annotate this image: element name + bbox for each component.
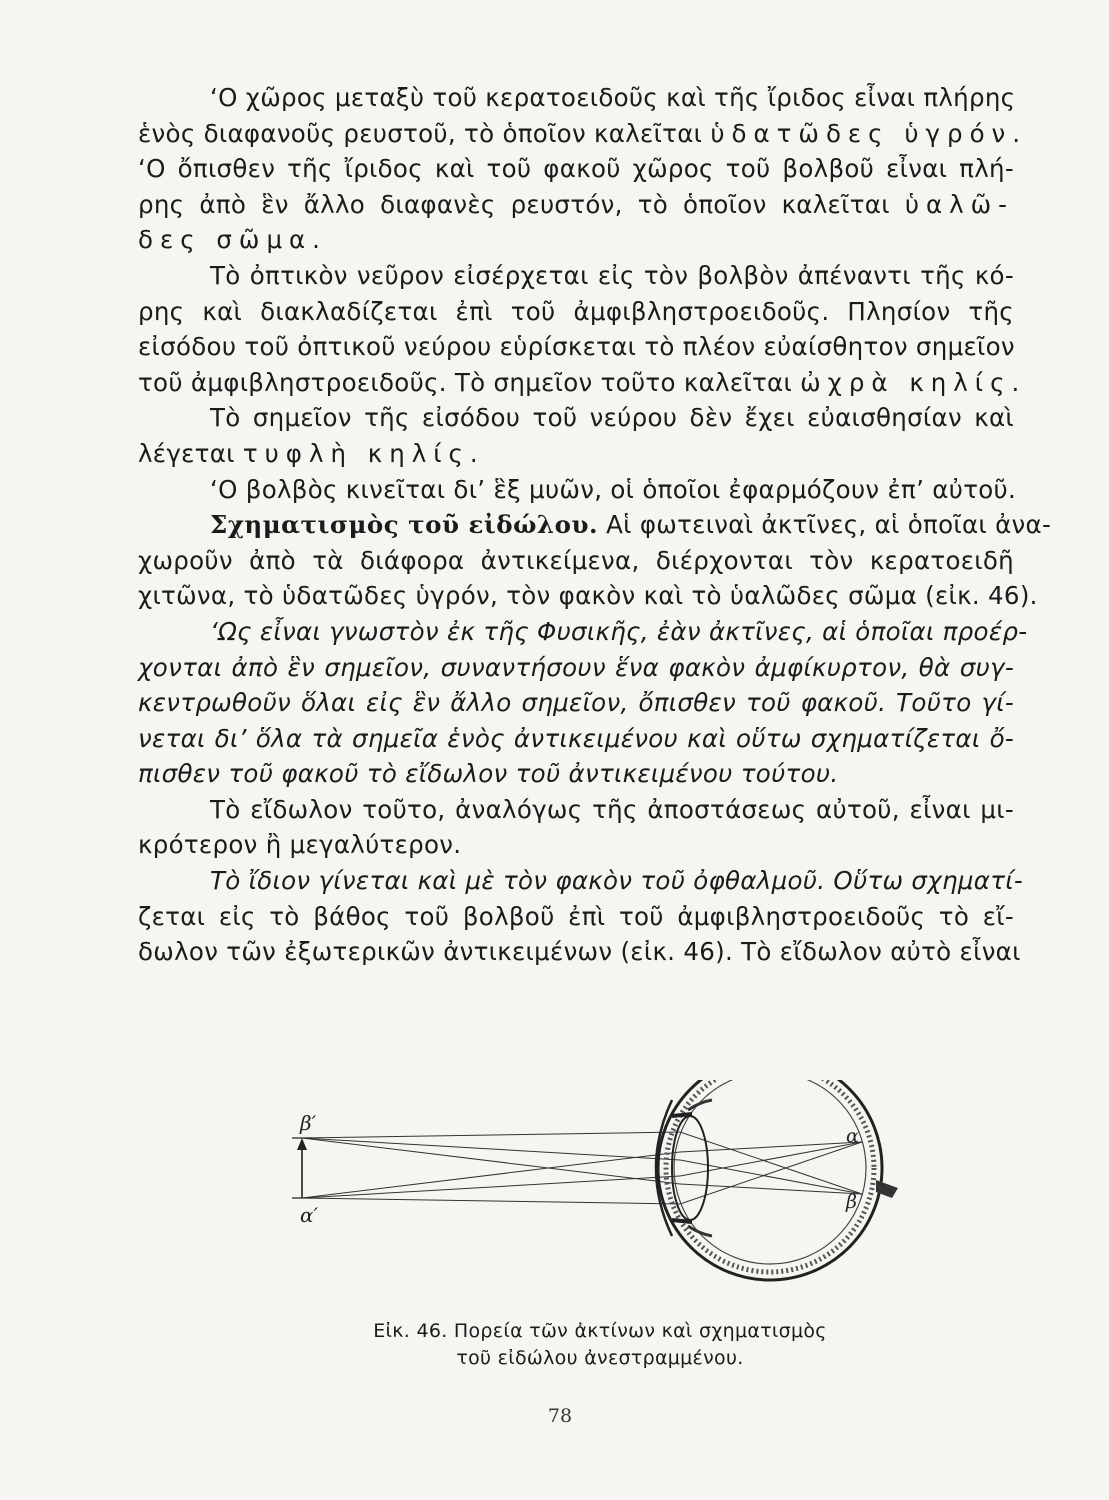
text-line: ‘Ως εἶναι γνωστὸν ἐκ τῆς Φυσικῆς, ἐὰν ἀκτῖνες, αἱ ὁποῖαι προέρ- — [210, 616, 1028, 646]
page-number: 78 — [547, 1405, 573, 1427]
term-macula: ὠχρὰ κηλίς. — [800, 367, 1027, 397]
text-line: χιτῶνα, τὸ ὑδατῶδες ὑγρόν, τὸν φακὸν καὶ τὸ ὑαλῶδες σῶμα (εἰκ. 46). — [138, 581, 1038, 611]
text-line: εἰσόδου τοῦ ὀπτικοῦ νεύρου εὑρίσκεται τὸ πλέον εὐαίσθητον σημεῖον — [138, 332, 1015, 362]
text-line: Τὸ ἴδιον γίνεται καὶ μὲ τὸν φακὸν τοῦ ὀφθαλμοῦ. Οὕτω σχηματί- — [210, 866, 1023, 896]
term-vitreous-body-end: δες σῶμα. — [138, 225, 327, 255]
term-aqueous-humor: ὑδατῶδες ὑγρόν. — [710, 118, 1028, 148]
text-line: Τὸ ὀπτικὸν νεῦρον εἰσέρχεται εἰς τὸν βολβὸν ἀπέναντι τῆς κό- — [210, 260, 1014, 290]
label-alpha: α — [846, 1125, 859, 1147]
ray — [302, 1176, 680, 1198]
text-line: χονται ἀπὸ ἓν σημεῖον, συναντήσουν ἕνα φακὸν ἀμφίκυρτον, θὰ συγ- — [138, 652, 1014, 682]
text-line — [138, 222, 1014, 258]
choroid-layer — [666, 1080, 874, 1272]
text-line: Τὸ σημεῖον τῆς εἰσόδου τοῦ νεύρου δὲν ἔχει εὐαισθησίαν καὶ — [210, 403, 1014, 433]
caption-line: Εἰκ. 46. Πορεία τῶν ἀκτίνων καὶ σχηματισμὸς — [373, 1320, 827, 1342]
term-blind-spot: τυφλὴ κηλίς. — [242, 438, 485, 468]
eyeball — [656, 1080, 898, 1280]
label-beta: β — [846, 1191, 857, 1213]
text-line: ρης ἀπὸ ἓν ἄλλο διαφανὲς ρευστόν, τὸ ὁποῖον καλεῖται ὑαλῶ- — [138, 189, 1015, 219]
text-line: ‘Ο χῶρος μεταξὺ τοῦ κερατοειδοῦς καὶ τῆς ἴριδος εἶναι πλήρης — [210, 83, 1016, 112]
text-line: ‘Ο βολβὸς κινεῖται δι’ ἓξ μυῶν, οἱ ὁποῖοι ἐφαρμόζουν ἐπ’ αὐτοῦ. — [210, 474, 1017, 504]
ray — [302, 1138, 680, 1160]
text-line: λέγεται τυφλὴ κηλίς. — [138, 438, 485, 468]
text-line: τοῦ ἀμφιβληστροειδοῦς. Τὸ σημεῖον τοῦτο καλεῖται ὠχρὰ κηλίς. — [138, 367, 1027, 397]
text-line: ἑνὸς διαφανοῦς ρευστοῦ, τὸ ὁποῖον καλεῖται ὑδατῶδες ὑγρόν. — [138, 118, 1028, 148]
text-line: κεντρωθοῦν ὅλαι εἰς ἓν ἄλλο σημεῖον, ὄπισθεν τοῦ φακοῦ. Τοῦτο γί- — [138, 688, 1014, 718]
text-line: πισθεν τοῦ φακοῦ τὸ εἴδωλον τοῦ ἀντικειμένου τούτου. — [138, 759, 839, 789]
text-line: νεται δι’ ὅλα τὰ σημεῖα ἑνὸς ἀντικειμένου καὶ οὕτω σχηματίζεται ὄ- — [138, 723, 1014, 753]
ray — [302, 1198, 680, 1204]
object-arrowhead — [297, 1138, 307, 1150]
sclera-outline — [658, 1080, 882, 1280]
ray — [302, 1132, 680, 1138]
term-vitreous-body-part: ὑαλῶ- — [904, 189, 1015, 219]
text-line: χωροῦν ἀπὸ τὰ διάφορα ἀντικείμενα, διέρχονται τὸν κερατοειδῆ — [138, 545, 1014, 575]
figure-caption — [300, 1318, 900, 1372]
ray — [302, 1138, 680, 1184]
lens — [672, 1116, 708, 1220]
ray — [302, 1152, 680, 1198]
body-text — [138, 80, 1052, 970]
eye-ray-diagram — [280, 1080, 920, 1350]
text-line: Τὸ εἴδωλον τοῦτο, ἀναλόγως τῆς ἀποστάσεως αὐτοῦ, εἶναι μι- — [210, 794, 1014, 824]
caption-line: τοῦ εἰδώλου ἀνεστραμμένου. — [456, 1347, 744, 1369]
section-heading: Σχηματισμὸς τοῦ εἰδώλου. — [210, 510, 598, 540]
text-line: δωλον τῶν ἐξωτερικῶν ἀντικειμένων (εἰκ. 46). Τὸ εἴδωλον αὐτὸ εἶναι — [138, 937, 1021, 967]
light-rays — [302, 1132, 862, 1204]
text-line: ‘Ο ὄπισθεν τῆς ἴριδος καὶ τοῦ φακοῦ χῶρος τοῦ βολβοῦ εἶναι πλή- — [138, 154, 1014, 184]
label-alpha-prime: α′ — [300, 1203, 319, 1227]
text-line: ρης καὶ διακλαδίζεται ἐπὶ τοῦ ἀμφιβληστροειδοῦς. Πλησίον τῆς — [138, 296, 1014, 326]
label-beta-prime: β′ — [300, 1111, 317, 1135]
text-line: Σχηματισμὸς τοῦ εἰδώλου. Αἱ φωτειναὶ ἀκτῖνες, αἱ ὁποῖαι ἀνα- — [210, 510, 1052, 540]
text-line: ζεται εἰς τὸ βάθος τοῦ βολβοῦ ἐπὶ τοῦ ἀμφιβληστροειδοῦς τὸ εἴ- — [138, 901, 1014, 931]
text-line: κρότερον ἢ μεγαλύτερον. — [138, 830, 462, 860]
